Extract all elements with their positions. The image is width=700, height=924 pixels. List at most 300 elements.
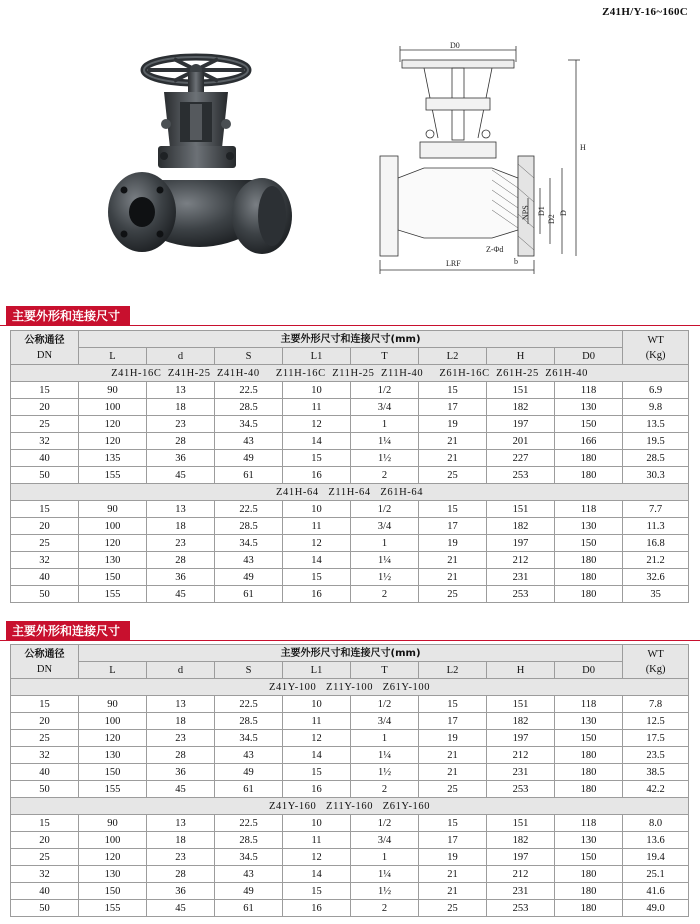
- column-header: H: [487, 662, 555, 679]
- column-header: L1: [283, 662, 351, 679]
- table-cell: 182: [487, 832, 555, 849]
- valve-dimension-drawing: [368, 38, 600, 278]
- header-dn-label: 公称通径: [24, 334, 65, 346]
- table-cell: 22.5: [215, 815, 283, 832]
- column-header: T: [351, 348, 419, 365]
- table-cell: 32: [11, 433, 79, 450]
- table-cell: 155: [79, 467, 147, 484]
- table-cell: 253: [487, 586, 555, 603]
- table-header-row: [11, 645, 689, 662]
- table-cell: 25: [419, 900, 487, 917]
- label-d: D: [559, 210, 568, 216]
- table-cell: 19.5: [623, 433, 689, 450]
- table-cell: 28.5: [215, 399, 283, 416]
- label-d1: D1: [537, 206, 546, 216]
- table-cell: 17: [419, 399, 487, 416]
- table-cell: 253: [487, 467, 555, 484]
- table-cell: 1: [351, 416, 419, 433]
- table-row: [11, 747, 689, 764]
- header-weight-label: WT: [647, 334, 664, 346]
- table-cell: 231: [487, 883, 555, 900]
- header-dn: [11, 645, 79, 679]
- table-cell: 40: [11, 450, 79, 467]
- table-cell: 19: [419, 730, 487, 747]
- table-cell: 50: [11, 467, 79, 484]
- dimension-table-2: [10, 644, 689, 917]
- table-cell: 15: [11, 382, 79, 399]
- table-row: [11, 832, 689, 849]
- table-cell: 180: [555, 467, 623, 484]
- table-cell: 45: [147, 586, 215, 603]
- table-cell: 212: [487, 552, 555, 569]
- table-cell: 40: [11, 569, 79, 586]
- table-cell: 150: [555, 535, 623, 552]
- table-cell: 28.5: [215, 713, 283, 730]
- table-cell: 90: [79, 501, 147, 518]
- section-title-2: 主要外形和连接尺寸: [6, 621, 130, 641]
- table-cell: 19.4: [623, 849, 689, 866]
- column-header: S: [215, 662, 283, 679]
- table-cell: 18: [147, 832, 215, 849]
- table-cell: 130: [79, 747, 147, 764]
- table-cell: 14: [283, 433, 351, 450]
- table-cell: 30.3: [623, 467, 689, 484]
- table-cell: 34.5: [215, 535, 283, 552]
- column-header: S: [215, 348, 283, 365]
- table-cell: 43: [215, 866, 283, 883]
- table-cell: 16: [283, 781, 351, 798]
- table-row: [11, 450, 689, 467]
- header-weight-label: WT: [647, 648, 664, 660]
- table-cell: 45: [147, 467, 215, 484]
- table-cell: 7.8: [623, 696, 689, 713]
- table-cell: 49: [215, 883, 283, 900]
- table-cell: 11: [283, 832, 351, 849]
- table-cell: 17: [419, 518, 487, 535]
- table-cell: 15: [283, 764, 351, 781]
- table-cell: 35: [623, 586, 689, 603]
- table-cell: 151: [487, 501, 555, 518]
- table-cell: 100: [79, 518, 147, 535]
- table-cell: 21: [419, 883, 487, 900]
- table-cell: 45: [147, 900, 215, 917]
- table-cell: 182: [487, 399, 555, 416]
- table-row: [11, 586, 689, 603]
- table-cell: 17: [419, 832, 487, 849]
- table-cell: 90: [79, 815, 147, 832]
- table-cell: 201: [487, 433, 555, 450]
- table-row: [11, 518, 689, 535]
- table-cell: 36: [147, 883, 215, 900]
- table-cell: 231: [487, 569, 555, 586]
- table-cell: 49.0: [623, 900, 689, 917]
- table-cell: 13.6: [623, 832, 689, 849]
- table-cell: 40: [11, 883, 79, 900]
- table-cell: 18: [147, 518, 215, 535]
- table-cell: 180: [555, 764, 623, 781]
- table-cell: 19: [419, 849, 487, 866]
- table-cell: 120: [79, 849, 147, 866]
- table-cell: 2: [351, 467, 419, 484]
- table-cell: 150: [79, 883, 147, 900]
- table-cell: 10: [283, 815, 351, 832]
- table-row: [11, 713, 689, 730]
- table-cell: 25: [11, 730, 79, 747]
- label-h: H: [580, 143, 586, 152]
- table-cell: 1: [351, 730, 419, 747]
- table-cell: 28: [147, 866, 215, 883]
- table-cell: 150: [555, 730, 623, 747]
- section-rule-1: [0, 325, 700, 326]
- label-lrf: LRF: [446, 259, 461, 268]
- table-cell: 49: [215, 764, 283, 781]
- table-cell: 180: [555, 781, 623, 798]
- header-weight-unit: (Kg): [645, 663, 666, 675]
- column-header: d: [147, 662, 215, 679]
- table-cell: 1¼: [351, 747, 419, 764]
- table-cell: 3/4: [351, 832, 419, 849]
- table-cell: 28: [147, 433, 215, 450]
- table-cell: 32: [11, 866, 79, 883]
- model-group-row: [11, 365, 689, 382]
- table-cell: 253: [487, 900, 555, 917]
- table-cell: 1¼: [351, 866, 419, 883]
- table-cell: 49: [215, 450, 283, 467]
- table-cell: 28: [147, 747, 215, 764]
- table-cell: 10: [283, 501, 351, 518]
- table-cell: 11: [283, 399, 351, 416]
- table-cell: 18: [147, 713, 215, 730]
- table-cell: 100: [79, 399, 147, 416]
- table-cell: 180: [555, 552, 623, 569]
- table-row: [11, 501, 689, 518]
- table-cell: 150: [555, 849, 623, 866]
- table-cell: 20: [11, 518, 79, 535]
- table-cell: 14: [283, 866, 351, 883]
- table-cell: 197: [487, 730, 555, 747]
- table-cell: 25: [419, 781, 487, 798]
- table-cell: 1: [351, 535, 419, 552]
- table-cell: 42.2: [623, 781, 689, 798]
- table-cell: 3/4: [351, 518, 419, 535]
- header-dn-label: 公称通径: [24, 648, 65, 660]
- table-cell: 1/2: [351, 501, 419, 518]
- table-cell: 130: [555, 713, 623, 730]
- table-cell: 6.9: [623, 382, 689, 399]
- table-cell: 1½: [351, 450, 419, 467]
- column-header: L1: [283, 348, 351, 365]
- table-cell: 50: [11, 900, 79, 917]
- table-cell: 11.3: [623, 518, 689, 535]
- label-z-phi-d: Z-Φd: [486, 245, 504, 254]
- table-cell: 118: [555, 815, 623, 832]
- table-cell: 32.6: [623, 569, 689, 586]
- table-cell: 12: [283, 849, 351, 866]
- table-cell: 50: [11, 781, 79, 798]
- table-cell: 23: [147, 416, 215, 433]
- column-header: L: [79, 662, 147, 679]
- section-title-1: 主要外形和连接尺寸: [6, 306, 130, 326]
- table-cell: 21: [419, 747, 487, 764]
- table-row: [11, 696, 689, 713]
- table-cell: 16: [283, 586, 351, 603]
- table-cell: 43: [215, 433, 283, 450]
- table-cell: 43: [215, 552, 283, 569]
- table-cell: 14: [283, 747, 351, 764]
- table-cell: 15: [419, 382, 487, 399]
- column-header: L2: [419, 662, 487, 679]
- table-cell: 38.5: [623, 764, 689, 781]
- table-cell: 182: [487, 713, 555, 730]
- table-cell: 1/2: [351, 696, 419, 713]
- table-cell: 130: [555, 518, 623, 535]
- table-cell: 155: [79, 586, 147, 603]
- table-row: [11, 849, 689, 866]
- table-cell: 11: [283, 518, 351, 535]
- table-cell: 212: [487, 747, 555, 764]
- table-cell: 150: [79, 569, 147, 586]
- table-cell: 22.5: [215, 382, 283, 399]
- table-cell: 180: [555, 900, 623, 917]
- table-cell: 197: [487, 416, 555, 433]
- table-cell: 20: [11, 713, 79, 730]
- table-row: [11, 764, 689, 781]
- table-column-row: [11, 348, 689, 365]
- table-cell: 15: [11, 696, 79, 713]
- model-group-label: Z41H-64 Z11H-64 Z61H-64: [11, 484, 689, 501]
- table-row: [11, 399, 689, 416]
- table-cell: 1/2: [351, 815, 419, 832]
- table-row: [11, 382, 689, 399]
- header-weight: [623, 331, 689, 365]
- table-cell: 34.5: [215, 416, 283, 433]
- table-cell: 41.6: [623, 883, 689, 900]
- table-cell: 3/4: [351, 713, 419, 730]
- table-cell: 28: [147, 552, 215, 569]
- model-group-row: [11, 798, 689, 815]
- table-row: [11, 866, 689, 883]
- table-cell: 180: [555, 450, 623, 467]
- table-cell: 130: [555, 399, 623, 416]
- table-cell: 61: [215, 781, 283, 798]
- table-cell: 17: [419, 713, 487, 730]
- table-cell: 151: [487, 815, 555, 832]
- table-cell: 18: [147, 399, 215, 416]
- table-cell: 12.5: [623, 713, 689, 730]
- valve-photo: [104, 52, 300, 282]
- table-cell: 45: [147, 781, 215, 798]
- table-cell: 180: [555, 747, 623, 764]
- table-cell: 25: [11, 416, 79, 433]
- table-cell: 28.5: [215, 832, 283, 849]
- table-cell: 120: [79, 433, 147, 450]
- table-cell: 25: [419, 467, 487, 484]
- table-cell: 197: [487, 535, 555, 552]
- table-cell: 15: [11, 501, 79, 518]
- table-cell: 25: [11, 535, 79, 552]
- section-rule-2: [0, 640, 700, 641]
- table-cell: 1: [351, 849, 419, 866]
- header-weight-unit: (Kg): [645, 349, 666, 361]
- table-cell: 1/2: [351, 382, 419, 399]
- table-cell: 8.0: [623, 815, 689, 832]
- table-cell: 61: [215, 900, 283, 917]
- model-group-label: Z41H-16C Z41H-25 Z41H-40 Z11H-16C Z11H-25 Z11H-40 Z61H-16C Z61H-25 Z61H-40: [11, 365, 689, 382]
- table-cell: 231: [487, 764, 555, 781]
- model-group-row: [11, 484, 689, 501]
- table-cell: 3/4: [351, 399, 419, 416]
- column-header: L2: [419, 348, 487, 365]
- table-column-row: [11, 662, 689, 679]
- table-cell: 21: [419, 764, 487, 781]
- table-cell: 14: [283, 552, 351, 569]
- header-dn-sub: DN: [36, 663, 53, 675]
- table-cell: 15: [419, 501, 487, 518]
- model-code-header: Z41H/Y-16~160C: [602, 6, 688, 18]
- table-cell: 32: [11, 552, 79, 569]
- table-cell: 151: [487, 696, 555, 713]
- table-row: [11, 433, 689, 450]
- model-group-label: Z41Y-160 Z11Y-160 Z61Y-160: [11, 798, 689, 815]
- table-cell: 36: [147, 764, 215, 781]
- table-cell: 13: [147, 815, 215, 832]
- table-cell: 130: [79, 866, 147, 883]
- table-cell: 120: [79, 730, 147, 747]
- table-cell: 12: [283, 730, 351, 747]
- table-cell: 182: [487, 518, 555, 535]
- table-cell: 13: [147, 696, 215, 713]
- table-cell: 118: [555, 382, 623, 399]
- table-cell: 180: [555, 866, 623, 883]
- table-cell: 197: [487, 849, 555, 866]
- table-row: [11, 569, 689, 586]
- table-row: [11, 552, 689, 569]
- table-cell: 15: [419, 696, 487, 713]
- table-cell: 49: [215, 569, 283, 586]
- table-cell: 180: [555, 586, 623, 603]
- table-cell: 151: [487, 382, 555, 399]
- table-cell: 36: [147, 569, 215, 586]
- column-header: D0: [555, 662, 623, 679]
- table-cell: 13: [147, 501, 215, 518]
- table-cell: 212: [487, 866, 555, 883]
- table-cell: 2: [351, 781, 419, 798]
- table-cell: 10: [283, 696, 351, 713]
- table-cell: 25.1: [623, 866, 689, 883]
- table-header-row: [11, 331, 689, 348]
- table-cell: 227: [487, 450, 555, 467]
- table-cell: 13.5: [623, 416, 689, 433]
- table-cell: 23: [147, 849, 215, 866]
- table-cell: 23: [147, 535, 215, 552]
- table-cell: 40: [11, 764, 79, 781]
- column-header: L: [79, 348, 147, 365]
- table-cell: 15: [283, 450, 351, 467]
- table-cell: 135: [79, 450, 147, 467]
- table-cell: 1½: [351, 764, 419, 781]
- table-cell: 150: [79, 764, 147, 781]
- table-cell: 21: [419, 569, 487, 586]
- table-cell: 19: [419, 535, 487, 552]
- header-dimension-group: 主要外形尺寸和连接尺寸(mm): [79, 645, 623, 662]
- table-cell: 50: [11, 586, 79, 603]
- table-cell: 23: [147, 730, 215, 747]
- table-cell: 19: [419, 416, 487, 433]
- table-cell: 12: [283, 416, 351, 433]
- table-cell: 34.5: [215, 730, 283, 747]
- table-cell: 1½: [351, 883, 419, 900]
- table-cell: 21: [419, 450, 487, 467]
- table-cell: 155: [79, 900, 147, 917]
- table-cell: 20: [11, 399, 79, 416]
- table-cell: 22.5: [215, 501, 283, 518]
- table-cell: 166: [555, 433, 623, 450]
- table-cell: 43: [215, 747, 283, 764]
- table-row: [11, 815, 689, 832]
- model-group-label: Z41Y-100 Z11Y-100 Z61Y-100: [11, 679, 689, 696]
- table-row: [11, 883, 689, 900]
- label-nps: NPS: [521, 205, 530, 220]
- table-row: [11, 730, 689, 747]
- table-cell: 120: [79, 416, 147, 433]
- table-cell: 180: [555, 883, 623, 900]
- table-cell: 1½: [351, 569, 419, 586]
- table-cell: 25: [419, 586, 487, 603]
- table-cell: 10: [283, 382, 351, 399]
- table-cell: 23.5: [623, 747, 689, 764]
- table-cell: 28.5: [623, 450, 689, 467]
- table-cell: 100: [79, 832, 147, 849]
- table-cell: 90: [79, 696, 147, 713]
- column-header: T: [351, 662, 419, 679]
- table-cell: 12: [283, 535, 351, 552]
- column-header: d: [147, 348, 215, 365]
- table-cell: 120: [79, 535, 147, 552]
- table-cell: 130: [555, 832, 623, 849]
- dimension-table-1: [10, 330, 689, 603]
- table-row: [11, 467, 689, 484]
- header-weight: [623, 645, 689, 679]
- table-cell: 150: [555, 416, 623, 433]
- table-cell: 17.5: [623, 730, 689, 747]
- table-cell: 180: [555, 569, 623, 586]
- table-cell: 21.2: [623, 552, 689, 569]
- table-cell: 15: [419, 815, 487, 832]
- table-cell: 100: [79, 713, 147, 730]
- table-row: [11, 416, 689, 433]
- table-cell: 11: [283, 713, 351, 730]
- table-cell: 16: [283, 900, 351, 917]
- table-cell: 155: [79, 781, 147, 798]
- column-header: D0: [555, 348, 623, 365]
- table-cell: 15: [283, 569, 351, 586]
- table-cell: 13: [147, 382, 215, 399]
- table-cell: 21: [419, 866, 487, 883]
- table-cell: 2: [351, 586, 419, 603]
- header-dn: [11, 331, 79, 365]
- table-cell: 7.7: [623, 501, 689, 518]
- label-b: b: [514, 257, 518, 266]
- column-header: H: [487, 348, 555, 365]
- table-cell: 32: [11, 747, 79, 764]
- table-cell: 9.8: [623, 399, 689, 416]
- table-cell: 90: [79, 382, 147, 399]
- table-cell: 20: [11, 832, 79, 849]
- table-cell: 21: [419, 433, 487, 450]
- table-cell: 16.8: [623, 535, 689, 552]
- table-cell: 2: [351, 900, 419, 917]
- table-cell: 130: [79, 552, 147, 569]
